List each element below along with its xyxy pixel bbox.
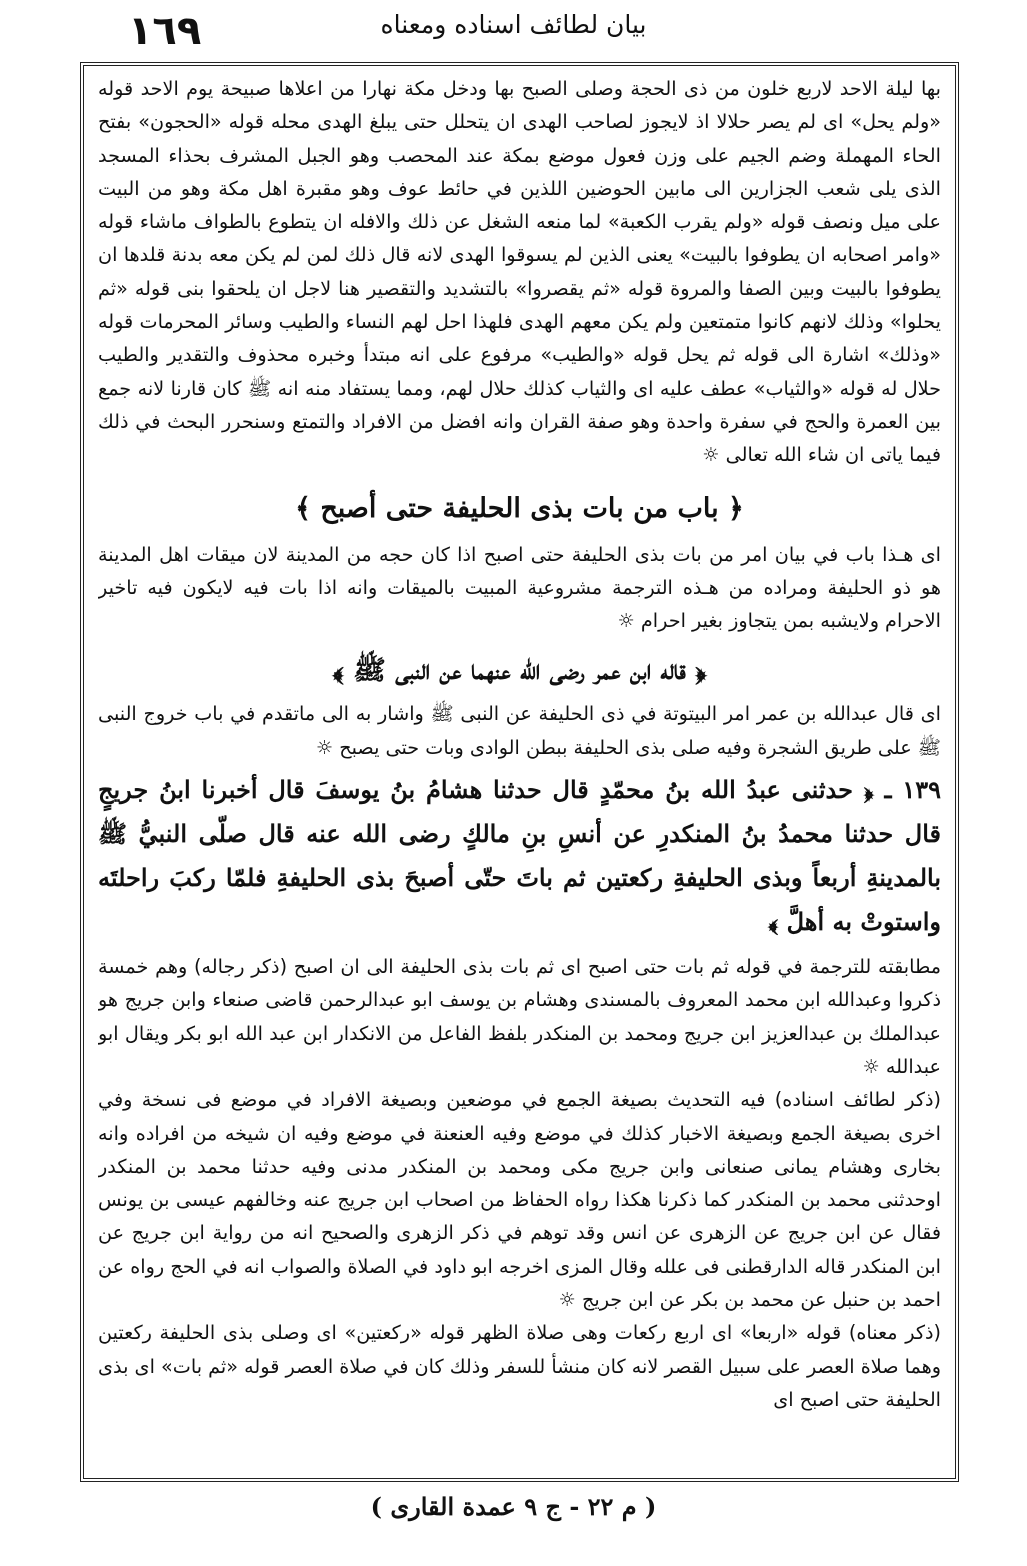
page-number: ١٦٩ xyxy=(128,8,202,54)
page-signature: ( م ٢٢ - ج ٩ عمدة القارى ) xyxy=(370,1492,657,1521)
narration-explanation: اى قال عبدالله بن عمر امر البيتوتة في ذى الحليفة عن النبى ﷺ واشار به الى ماتقدم في باب خروج النبى ﷺ على طريق الشجرة وفيه صلى بذى الحليفة ببطن الوادى وبات حتى يصبح ☼ xyxy=(98,702,941,759)
commentary-maana: (ذكر معناه) قوله «اربعا» اى اربع ركعات وهى صلاة الظهر قوله «ركعتين» اى وصلى بذى الحليفة ركعتين وهما صلاة العصر على سبيل القصر لانه كان منشأ للسفر وذلك كان في صلاة العصر قوله «ثم بات» اى بذى الحليفة حتى اصبح اى xyxy=(98,1321,941,1411)
page-header xyxy=(0,0,1027,62)
page-body xyxy=(98,72,941,1472)
narration-heading: ﴿ قاله ابن عمر رضى الله عنهما عن النبى ﷺ ﴾ xyxy=(332,655,707,687)
commentary-lataif: (ذكر لطائف اسناده) فيه التحديث بصيغة الجمع في موضعين وبصيغة الافراد في موضع فى نسخة وفي اخرى بصيغة الجمع وبصيغة الاخبار كذلك في موضع وفيه العنعنة في موضع وفيه ان شيخه من افراده وانه بخارى وهشام يمانى صنعانى وابن جريج مكى ومحمد بن المنكدر مدنى وفيه حدثنا محمد بن المنكدر اوحدثنى محمد بن المنكدر كما ذكرنا هكذا رواه الحفاظ من اصحاب ابن جريج عنه وخالفهم عيسى بن يونس فقال عن ابن جريج عن الزهرى عن انس وقد توهم في ذكر الزهرى والصحيح انه من رواية ابن جريج عن ابن المنكدر قاله الدارقطنى فى علله وقال المزى اخرجه ابو داود في الصلاة والصواب انه في الحج رواه عن احمد بن حنبل عن محمد بن بكر عن ابن جريج ☼ xyxy=(98,1088,941,1312)
running-title: بيان لطائف اسناده ومعناه xyxy=(380,10,647,39)
text-frame xyxy=(80,62,959,1482)
chapter-explanation: اى هـذا باب في بيان امر من بات بذى الحليفة حتى اصبح اذا كان حجه من المدينة لان ميقات اهل المدينة هو ذو الحليفة ومراده من هـذه الترجمة مشروعية المبيت بالميقات وانه اذا بات فيه لايكون فيه تاخير الاحرام ولايشبه بمن يتجاوز بغير احرام ☼ xyxy=(98,542,941,633)
commentary-rijal: مطابقته للترجمة في قوله ثم بات حتى اصبح اى ثم بات بذى الحليفة الى ان اصبح (ذكر رجاله) وهم خمسة ذكروا وعبدالله ابن محمد المعروف بالمسندى وهشام بن يوسف ابو عبدالرحمن قاضى صنعاء وابن جريج هو عبدالملك بن عبدالعزيز ابن جريج ومحمد بن المنكدر بلفظ الفاعل من الانكدار ابن عبد الله ابو بكر ويقال ابو عبدالله ☼ xyxy=(98,955,941,1078)
hadith-text: ١٣٩ ـ ﴿ حدثنى عبدُ الله بنُ محمّدٍ قال حدثنا هشامُ بنُ يوسفَ قال أخبرنا ابنُ جريجٍ قال حدثنا محمدُ بنُ المنكدرِ عن أنسِ بنِ مالكٍ رضى الله عنه قال صلّى النبيُّ ﷺ بالمدينةِ أربعاً وبذى الحليفةِ ركعتين ثم باتَ حتّى أصبحَ بذى الحليفةِ فلمّا ركبَ راحلتَه واستوتْ به أهلَّ ﴾ xyxy=(98,775,941,937)
intro-paragraph: بها ليلة الاحد لاربع خلون من ذى الحجة وصلى الصبح بها ودخل مكة نهارا من اعلاها صبيحة يوم الاحد قوله «ولم يحل» اى لم يصر حلالا اذ لايجوز لصاحب الهدى ان يتحلل حتى يبلغ الهدى محله قوله «الحجون» بفتح الحاء المهملة وضم الجيم على وزن فعول موضع بمكة عند المحصب وهو الجبل المشرف بحذاء المسجد الذى يلى شعب الجزارين الى مابين الحوضين اللذين في حائط عوف وهو مقبرة اهل مكة وهو من البيت على ميل ونصف قوله «ولم يقرب الكعبة» لما منعه الشغل عن ذلك والافله ان يتطوع بالطواف ماشاء قوله «وامر اصحابه ان يطوفوا بالبيت» يعنى الذين لم يسوقوا الهدى لانه قال ذلك لمن لم يكن معه بدنة قلدها ان يطوفوا بالبيت وبين الصفا والمروة قوله «ثم يقصروا» بالتشديد والتقصير هنا لاجل ان يلحقوا بنى قوله «ثم يحلوا» وذلك لانهم كانوا متمتعين ولم يكن معهم الهدى فلهذا احل لهم النساء والطيب وسائر المحرمات قوله «وذلك» اشارة الى قوله ثم يحل قوله «والطيب» مرفوع على انه مبتدأ وخبره محذوف والتقدير والطيب حلال له قوله «والثياب» عطف عليه اى والثياب كذلك حلال لهم، ومما يستفاد منه انه ﷺ كان قارنا لانه جمع بين العمرة والحج في سفرة واحدة وهو صفة القران وانه افضل من الافراد والتمتع وسنحرر البحث في ذلك فيما ياتى ان شاء الله تعالى ☼ xyxy=(98,77,941,467)
chapter-heading: ﴿ باب من بات بذى الحليفة حتى أصبح ﴾ xyxy=(295,492,744,524)
